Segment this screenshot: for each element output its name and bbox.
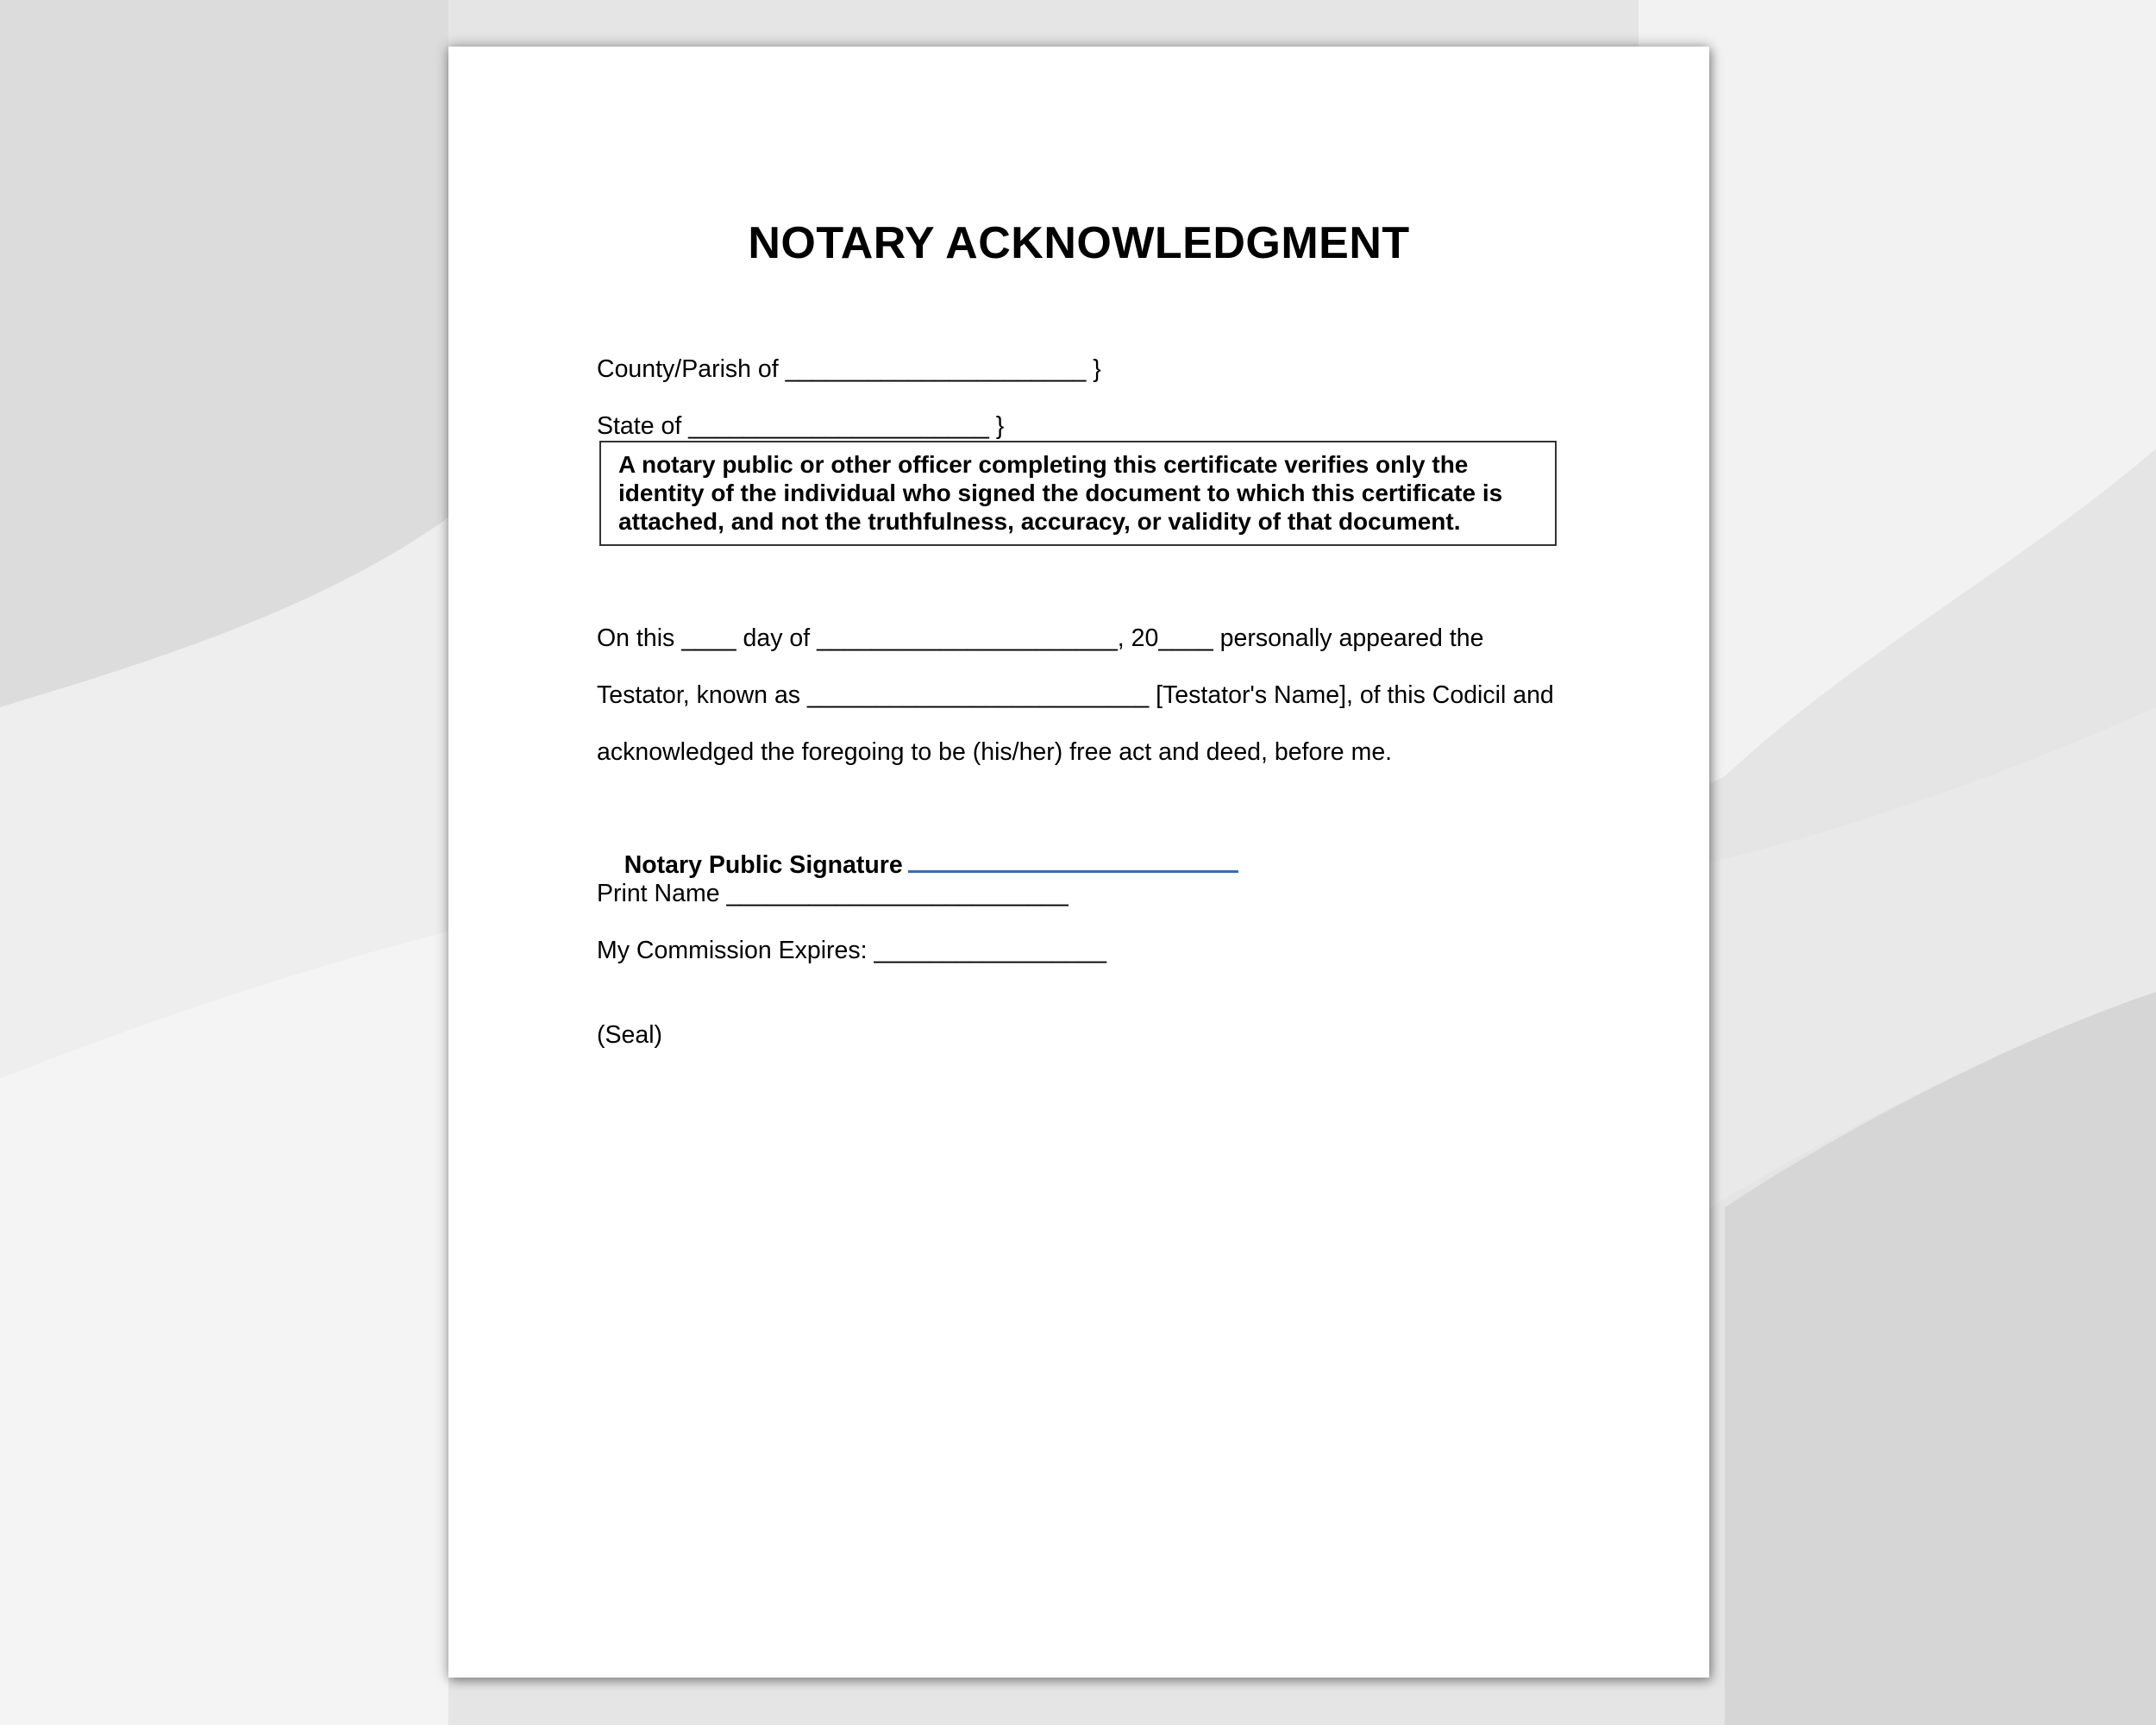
appearance-line-1: On this ____ day of ______________________, 20____ personally appeared the — [597, 624, 1484, 652]
notary-signature-label: Notary Public Signature — [624, 851, 903, 879]
notary-notice-box: A notary public or other officer completing this certificate verifies only the identity of the individual who signed the document to which this certificate is attached, and not the truthfulness, accuracy, or validity of that document. — [599, 441, 1557, 546]
appearance-line-2: Testator, known as _________________________ [Testator's Name], of this Codicil and — [597, 681, 1554, 709]
document-page — [448, 47, 1709, 1678]
commission-expires-field: My Commission Expires: _________________ — [597, 937, 1106, 964]
county-parish-field: County/Parish of ______________________ } — [597, 355, 1101, 383]
print-name-field: Print Name _________________________ — [597, 880, 1069, 907]
signature-line — [908, 870, 1238, 873]
document-title: NOTARY ACKNOWLEDGMENT — [748, 218, 1410, 268]
state-field: State of ______________________ } — [597, 412, 1005, 440]
appearance-line-3: acknowledged the foregoing to be (his/her) free act and deed, before me. — [597, 738, 1393, 766]
seal-label: (Seal) — [597, 1021, 663, 1049]
